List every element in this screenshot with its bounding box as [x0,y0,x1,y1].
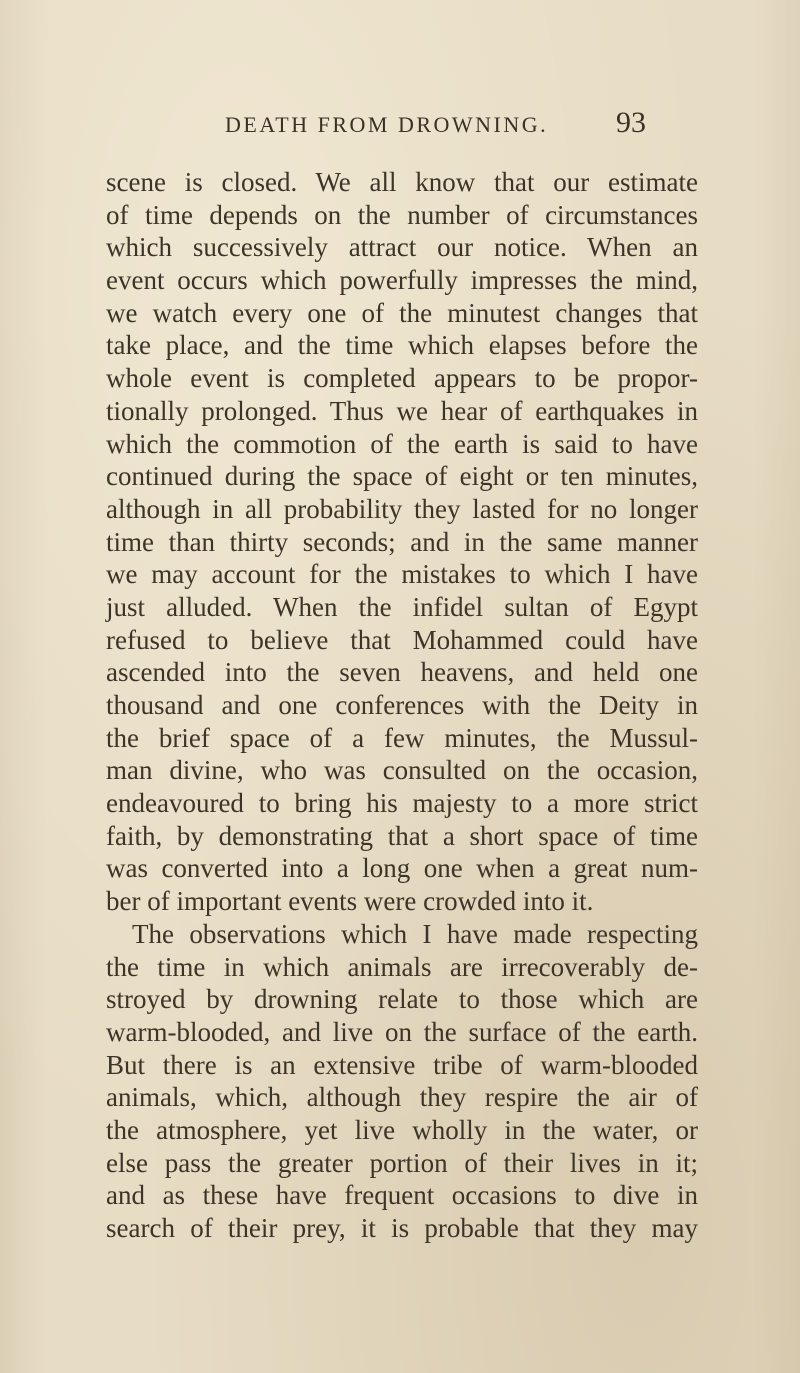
paragraph-first-line: The observations which I have made respecting [132,918,698,949]
text-line: was converted into a long one when a great num- [106,853,698,884]
text-line: scene is closed. We all know that our estimate [106,167,698,197]
text-line: stroyed by drowning relate to those which are [106,984,698,1015]
running-title: DEATH FROM DROWNING. [225,112,549,137]
paragraph-end-line: ber of important events were crowded into it. [106,886,594,917]
text-line: although in all probability they lasted for no longer [106,493,698,524]
text-line: whole event is completed appears to be propor- [106,363,698,394]
text-line: search of their prey, it is probable that they may [106,1213,698,1243]
text-line: which successively attract our notice. When an [106,232,698,263]
running-head [0,106,800,152]
text-line: event occurs which powerfully impresses the mind, [106,265,698,296]
text-line: take place, and the time which elapses before the [106,330,698,361]
text-line: man divine, who was consulted on the occasion, [106,755,698,786]
text-line: ascended into the seven heavens, and held one [106,657,698,688]
text-line: endeavoured to bring his majesty to a more strict [106,788,698,819]
text-line: refused to believe that Mohammed could have [106,624,698,655]
text-line: animals, which, although they respire the air of [106,1082,698,1113]
text-line: we may account for the mistakes to which I have [106,559,698,590]
text-line: else pass the greater portion of their lives in it; [106,1147,698,1178]
text-line: of time depends on the number of circumstances [106,199,698,230]
text-line: which the commotion of the earth is said to have [106,428,698,459]
text-line: warm-blooded, and live on the surface of the earth. [106,1016,698,1047]
text-line: time than thirty seconds; and in the same manner [106,526,698,557]
body-text [106,166,698,1245]
text-line: tionally prolonged. Thus we hear of earthquakes in [106,395,698,426]
text-line: just alluded. When the infidel sultan of Egypt [106,591,698,622]
text-line: and as these have frequent occasions to dive in [106,1180,698,1211]
text-line: the time in which animals are irrecoverably de- [106,951,698,982]
text-line: But there is an extensive tribe of warm-blooded [106,1049,698,1080]
text-line: thousand and one conferences with the Deity in [106,690,698,720]
text-line: the brief space of a few minutes, the Mussul- [106,722,698,753]
text-line: the atmosphere, yet live wholly in the water, or [106,1114,698,1145]
text-line: continued during the space of eight or ten minutes, [106,461,698,492]
text-line: we watch every one of the minutest changes that [106,297,698,328]
page-number: 93 [616,106,646,139]
text-line: faith, by demonstrating that a short space of time [106,820,698,851]
